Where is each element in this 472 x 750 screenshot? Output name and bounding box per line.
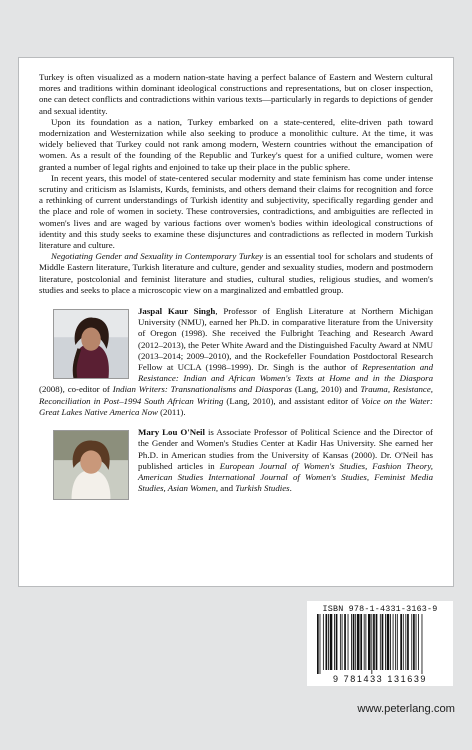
barcode-bar <box>380 614 381 670</box>
barcode-bar <box>422 614 423 674</box>
isbn-barcode <box>307 601 453 686</box>
barcode-bar <box>348 614 349 670</box>
barcode-bar <box>411 614 412 670</box>
author-photo-singh <box>53 309 129 379</box>
barcode-bar <box>330 614 333 670</box>
author-text-singh: Jaspal Kaur Singh, Professor of English Literature at Northern Michigan University (NMU), earned her Ph.D. in comparative literature from the University of Oregon (1998). She received the Fulbright Teaching and Research Award (2012–2013), the Peter White Award and the Distinguished Faculty Award at NMU (2013–2014; 2009–2010), and the Rockefeller Foundation Postdoctoral Research Fellow at UCLA (1998–1999). Dr. Singh is the author of Representation and Resistance: Indian and African Women's Texts at Home and in the Diaspora (2008), co-editor of Indian Writers: Transnationalisms and Diasporas (Lang, 2010) and Trauma, Resistance, Reconciliation in Post–1994 South African Writing (Lang, 2010), and assistant editor of Voice on the Water: Great Lakes Native America Now (2011). <box>39 306 434 417</box>
barcode-bar <box>403 614 404 670</box>
description-paragraph-2: Upon its foundation as a nation, Turkey embarked on a state-centered, elite-driven path toward modernization and Westernization while also seeking to produce a monolithic culture. At the time, it was widely believed that Turkey could not rank among modern, Western countries without the emancipation of women. As a result of the founding of the Republic and Turkey's quest for a unified culture, women were granted a number of legal rights and enjoined to take up their place in the public sphere. <box>39 116 433 172</box>
barcode-bar <box>387 614 390 670</box>
barcode-bar <box>323 614 324 670</box>
barcode-bar <box>326 614 328 670</box>
barcode-bar <box>328 614 329 670</box>
barcode-bar <box>416 614 417 670</box>
barcode-bar <box>382 614 384 670</box>
barcode-bar <box>407 614 409 670</box>
barcode-bar <box>371 614 372 674</box>
barcode-bar <box>373 614 375 670</box>
author-bio-oneil <box>39 427 433 502</box>
barcode-bar <box>340 614 341 670</box>
author-name-singh: Jaspal Kaur Singh <box>138 306 216 317</box>
description-paragraph-4 <box>39 251 433 296</box>
barcode-bar <box>395 614 396 670</box>
description-paragraph-1: Turkey is often visualized as a modern nation-state having a perfect balance of Eastern and Western cultural mores and traditions within dominant ideological constructions and representations, but on closer inspection, one can detect conflicts and contradictions within various texts—particularly in regards to depictions of gender and sexual identity. <box>39 72 433 116</box>
barcode-bar <box>390 614 391 670</box>
publisher-url: www.peterlang.com <box>357 703 455 715</box>
barcode-bar <box>317 614 319 674</box>
author-text-oneil: Mary Lou O'Neil is Associate Professor of Political Science and the Director of the Gender and Women's Studies Center at Kadir Has University. She earned her Ph.D. in American studies from the University of Kansas (2000). Dr. O'Neil has published articles in European Journal of Women's Studies, Fashion Theory, American Studies International Journal of Women's Studies, Feminist Media Studies, Asian Women, and Turkish Studies. <box>138 427 434 494</box>
book-title: Negotiating Gender and Sexuality in Contemporary Turkey <box>51 251 263 262</box>
barcode-bar <box>397 614 398 670</box>
barcode-bar <box>376 614 378 670</box>
barcode-bar <box>344 614 346 670</box>
barcode-bar <box>342 614 343 670</box>
barcode-bar <box>360 614 362 670</box>
author-bio-singh <box>39 306 433 418</box>
barcode-bar <box>393 614 394 670</box>
author-photo-oneil <box>53 430 129 500</box>
barcode-bar <box>357 614 360 670</box>
barcode-bar <box>351 614 352 670</box>
closing-text: is an essential tool for scholars and students of Middle Eastern literature, Turkish literature and culture, gender and sexuality studies, modern and postmodern literature, postcolonial and feminist literature and studies, cultural studies, religious studies, and women's studies and seeks to place a microscopic view on a marginalized and embattled group. <box>39 251 433 295</box>
barcode-bar <box>405 614 406 670</box>
author-name-oneil: Mary Lou O'Neil <box>138 427 205 438</box>
barcode-bar <box>400 614 402 670</box>
barcode-bar <box>418 614 419 670</box>
barcode-bar <box>368 614 371 670</box>
barcode-bar <box>320 614 321 674</box>
barcode-bars <box>315 614 449 674</box>
barcode-bar <box>365 614 366 670</box>
isbn-digits: 9 781433 131639 <box>332 674 428 684</box>
description-panel <box>18 57 454 587</box>
barcode-bar <box>355 614 356 670</box>
barcode-bar <box>385 614 386 670</box>
barcode-bar <box>334 614 335 670</box>
barcode-bar <box>413 614 415 670</box>
barcode-bar <box>353 614 355 670</box>
isbn-label: ISBN 978-1-4331-3163-9 <box>322 604 438 614</box>
barcode-bar <box>336 614 338 670</box>
description-paragraph-3: In recent years, this model of state-centered secular modernity and state feminism has come under intense scrutiny and criticism as Islamists, Kurds, feminists, and others demand their claims for recognition and force a rethinking of current understandings of Turkish identity and subjectivity, specifically regarding gender and the place and role of women in society. These controversies, contradictions, and ambiguities are reflected in women's lives and are waged by various factions over women's bodies within ideological constructions of identity and this study seeks to examine these disjunctures and contradictions as reflected in modern Turkish literature and culture. <box>39 172 433 251</box>
barcode-bar <box>364 614 365 670</box>
